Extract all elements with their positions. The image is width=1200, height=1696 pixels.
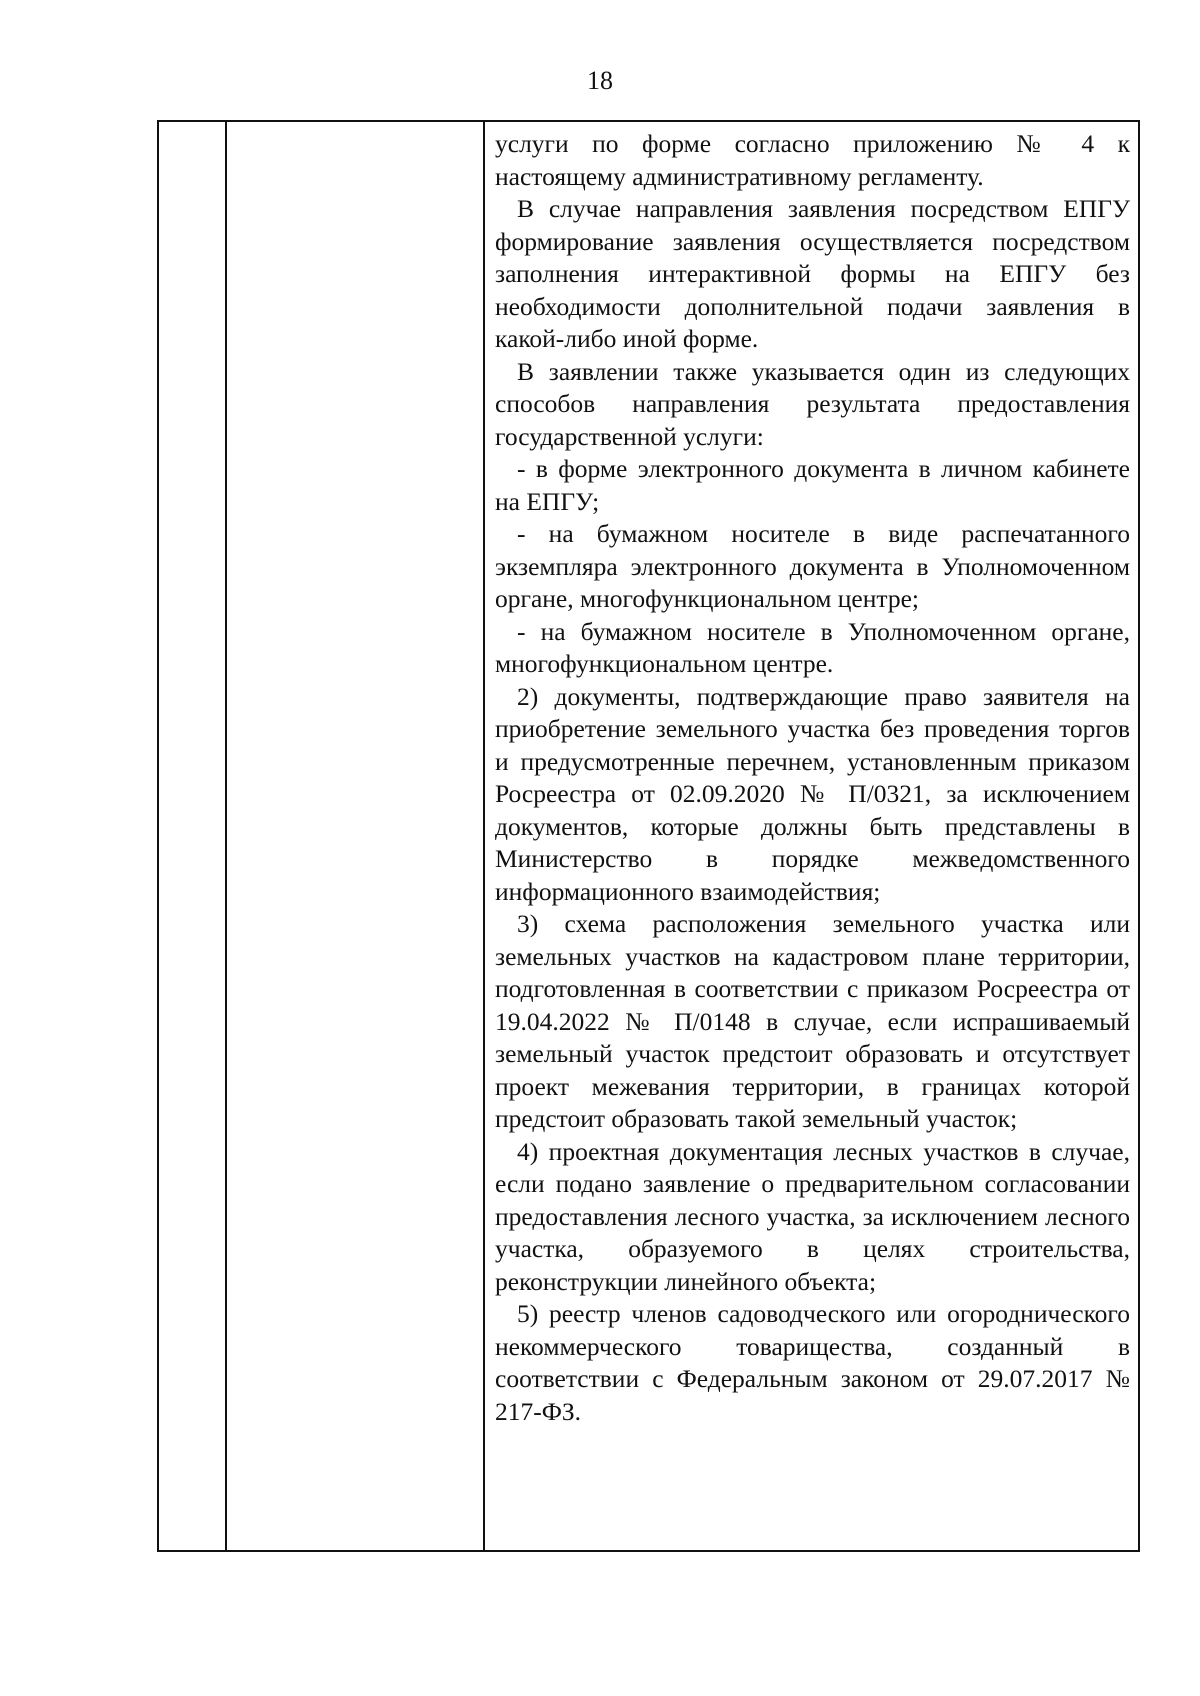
regulation-table — [157, 120, 1140, 1552]
table-column-name — [227, 122, 485, 1550]
list-item-2-rights-documents: 2) документы, подтверждающие право заявителя на приобретение земельного участка без проведения торгов и предусмотренные перечнем, установленным приказом Росреестра от 02.09.2020 № П/0321, за исключением документов, которые должны быть представлены в Министерство в порядке межведомственного информационного взаимодействия; — [495, 681, 1130, 906]
list-item-printed-copy: - на бумажном носителе в виде распечатанного экземпляра электронного документа в Уполномоченном органе, многофункциональном центре; — [495, 519, 1130, 613]
list-item-3-location-scheme: 3) схема расположения земельного участка или земельных участков на кадастровом плане территории, подготовленная в соответствии с приказом Росреестра от 19.04.2022 № П/0148 в случае, если испрашиваемый земельный участок предстоит образовать и отсутствует проект межевания территории, в границах которой предстоит образовать такой земельный участок; — [495, 909, 1130, 1133]
paragraph-epgu-submission: В случае направления заявления посредством ЕПГУ формирование заявления осуществляется посредством заполнения интерактивной формы на ЕПГУ без необходимости дополнительной подачи заявления в какой-либо иной форме. — [495, 194, 1130, 353]
list-item-paper: - на бумажном носителе в Уполномоченном органе, многофункциональном центре. — [495, 616, 1130, 678]
list-item-electronic: - в форме электронного документа в личном кабинете на ЕПГУ; — [495, 454, 1130, 516]
list-item-4-forest-documentation: 4) проектная документация лесных участков в случае, если подано заявление о предварительном согласовании предоставления лесного участка, за исключением лесного участка, образуемого в целях строительства, реконструкции линейного объекта; — [495, 1136, 1130, 1296]
paragraph-form-reference: услуги по форме согласно приложению № 4 к настоящему административному регламенту. — [495, 129, 1130, 191]
paragraph-result-methods: В заявлении также указывается один из следующих способов направления результата предоставления государственной услуги: — [495, 356, 1130, 451]
page-number: 18 — [587, 66, 613, 95]
table-column-number — [159, 122, 227, 1550]
list-item-5-members-register: 5) реестр членов садоводческого или огороднического некоммерческого товарищества, созданный в соответствии с Федеральным законом от 29.07.2017 № 217-ФЗ. — [495, 1299, 1130, 1426]
table-column-content — [485, 122, 1138, 1550]
